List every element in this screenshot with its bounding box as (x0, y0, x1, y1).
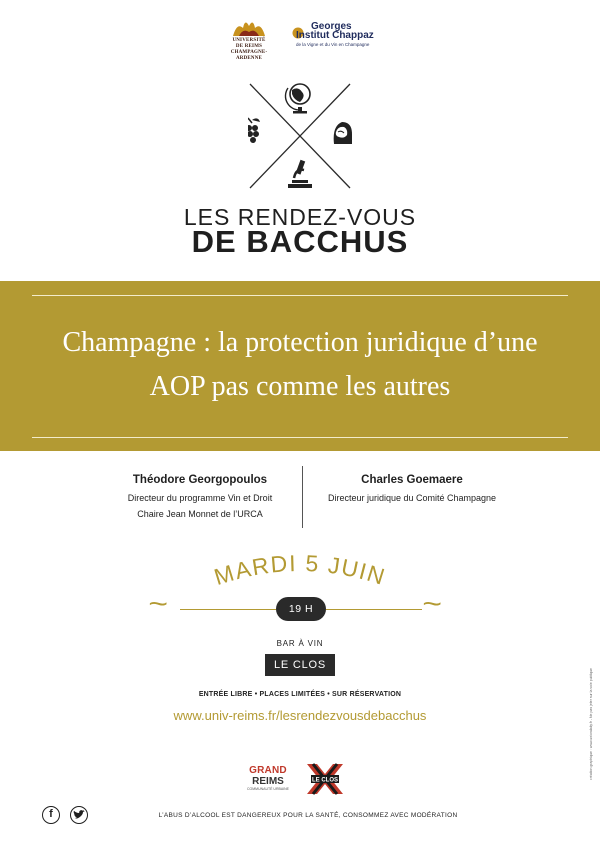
brain-icon (334, 122, 352, 144)
globe-icon (285, 84, 310, 114)
series-title-sub: LES RENDEZ-VOUS (183, 204, 417, 230)
venue-name: LE CLOS (265, 654, 335, 676)
university-logo: UNIVERSITÉ DE REIMS CHAMPAGNE-ARDENNE (218, 16, 280, 62)
event-url[interactable]: www.univ-reims.fr/lesrendezvousdebacchus (173, 708, 427, 723)
speaker-georgopoulos: Théodore Georgopoulos Directeur du programme Vin et Droit Chaire Jean Monnet de l’URCA (127, 474, 273, 519)
ornament-right: ~ (422, 588, 442, 619)
ornament-left: ~ (148, 588, 168, 619)
entry-note: ENTRÉE LIBRE • PLACES LIMITÉES • SUR RÉSERVATION (198, 691, 402, 698)
band-bottom-rule (32, 437, 568, 438)
graphic-credit: création graphique : www.uniondaily.fr - Ne pas jeter sur la voie publique (589, 668, 593, 780)
microscope-icon (288, 160, 312, 188)
health-warning: L’ABUS D’ALCOOL EST DANGEREUX POUR LA SANTÉ, CONSOMMEZ AVEC MODÉRATION (158, 812, 458, 819)
event-date (180, 548, 420, 598)
svg-text:MARDI 5 JUIN (211, 550, 389, 590)
series-title-main: DE BACCHUS (191, 224, 409, 259)
venue-type: BAR À VIN (276, 639, 324, 648)
speaker-goemaere: Charles Goemaere Directeur juridique du Comité Champagne (327, 474, 497, 503)
speaker-divider (302, 466, 303, 528)
time-rule-right (326, 609, 422, 610)
headline-band (0, 281, 600, 451)
grapes-icon (248, 118, 260, 143)
twitter-icon[interactable] (70, 806, 88, 824)
event-headline: Champagne : la protection juridique d’une AOP pas comme les autres (62, 327, 538, 402)
date-text: MARDI 5 JUIN (210, 549, 390, 591)
event-time: 19 H (276, 597, 326, 621)
facebook-icon[interactable]: f (42, 806, 60, 824)
x-emblem (248, 82, 352, 190)
crown-icon (229, 16, 269, 38)
le-clos-logo-text: LE CLOS (311, 777, 339, 784)
grand-reims-logo: GRAND REIMS COMMUNAUTÉ URBAINE (246, 765, 289, 791)
time-rule-left (180, 609, 276, 610)
le-clos-logo (305, 762, 345, 796)
band-top-rule (32, 295, 568, 296)
